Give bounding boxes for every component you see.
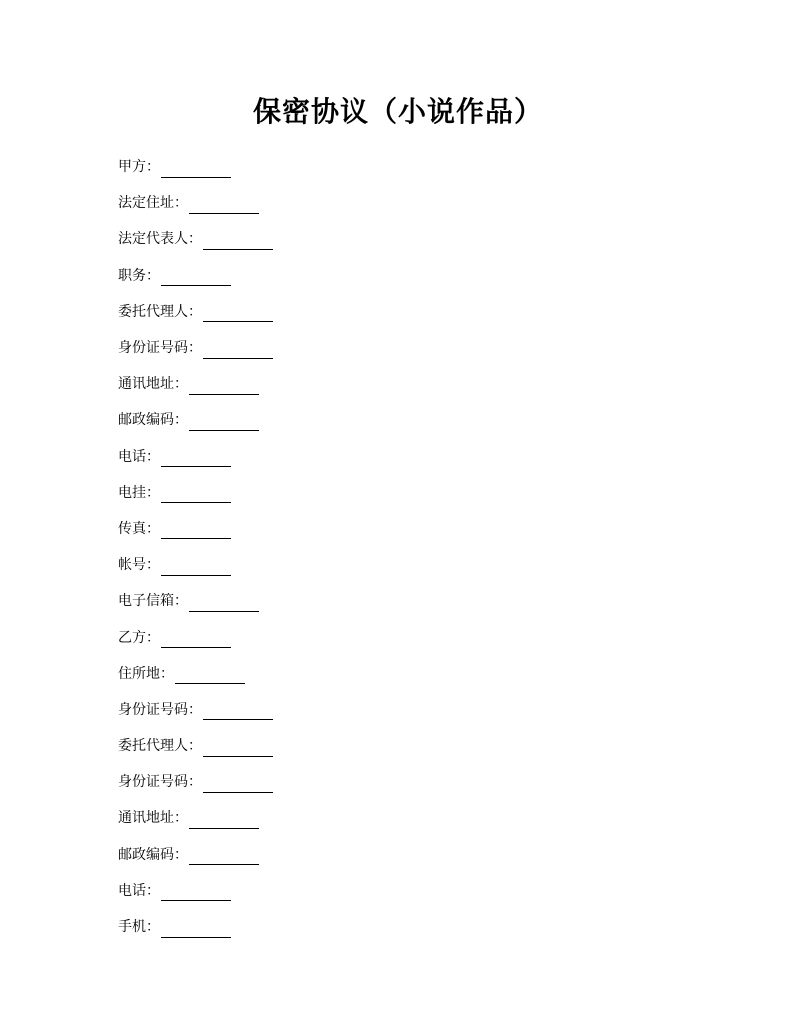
blank-line [203,742,273,757]
blank-line [189,850,259,865]
field-label: 身份证号码： [118,701,202,718]
blank-line [189,597,259,612]
field-label: 甲方： [118,159,160,176]
field-label: 传真： [118,520,160,537]
field-postal-code-a [118,402,718,438]
field-legal-representative [118,221,718,257]
field-label: 邮政编码： [118,846,188,863]
document-title: 保密协议（小说作品） [252,95,543,128]
field-label: 职务： [118,267,160,284]
field-label: 通讯地址： [118,376,188,393]
field-mailing-address-b [118,800,718,836]
blank-line [161,561,231,576]
blank-line [189,199,259,214]
field-telegraph [118,475,718,511]
field-label: 委托代理人： [118,303,202,320]
blank-line [189,814,259,829]
field-authorized-agent-a [118,294,718,330]
field-party-b [118,619,718,655]
field-label: 电话： [118,882,160,899]
field-label: 电挂： [118,484,160,501]
blank-line [161,886,231,901]
blank-line [161,923,231,938]
blank-line [161,633,231,648]
field-email [118,583,718,619]
blank-line [161,452,231,467]
field-label: 法定住址： [118,195,188,212]
blank-line [203,705,273,720]
field-label: 电子信箱： [118,593,188,610]
field-label: 通讯地址： [118,810,188,827]
blank-line [161,524,231,539]
field-label: 法定代表人： [118,231,202,248]
field-label: 委托代理人： [118,738,202,755]
blank-line [161,488,231,503]
field-label: 住所地： [118,665,174,682]
field-authorized-agent-b [118,728,718,764]
field-residence [118,656,718,692]
blank-line [203,778,273,793]
field-legal-address [118,185,718,221]
blank-line [161,163,231,178]
field-postal-code-b [118,837,718,873]
field-telephone-b [118,873,718,909]
field-label: 乙方： [118,629,160,646]
field-label: 手机： [118,919,160,936]
field-label: 邮政编码： [118,412,188,429]
field-id-number-agent-b [118,764,718,800]
blank-line [189,416,259,431]
blank-line [161,271,231,286]
blank-line [203,235,273,250]
field-fax [118,511,718,547]
field-id-number-a [118,330,718,366]
field-id-number-b [118,692,718,728]
blank-line [175,669,245,684]
field-account [118,547,718,583]
field-party-a [118,149,718,185]
field-mailing-address-a [118,366,718,402]
blank-line [203,307,273,322]
blank-line [203,344,273,359]
blank-line [189,380,259,395]
field-mobile [118,909,718,945]
party-info-fields [118,149,718,945]
field-telephone-a [118,439,718,475]
field-position [118,258,718,294]
field-label: 身份证号码： [118,340,202,357]
field-label: 身份证号码： [118,774,202,791]
field-label: 帐号： [118,557,160,574]
field-label: 电话： [118,448,160,465]
